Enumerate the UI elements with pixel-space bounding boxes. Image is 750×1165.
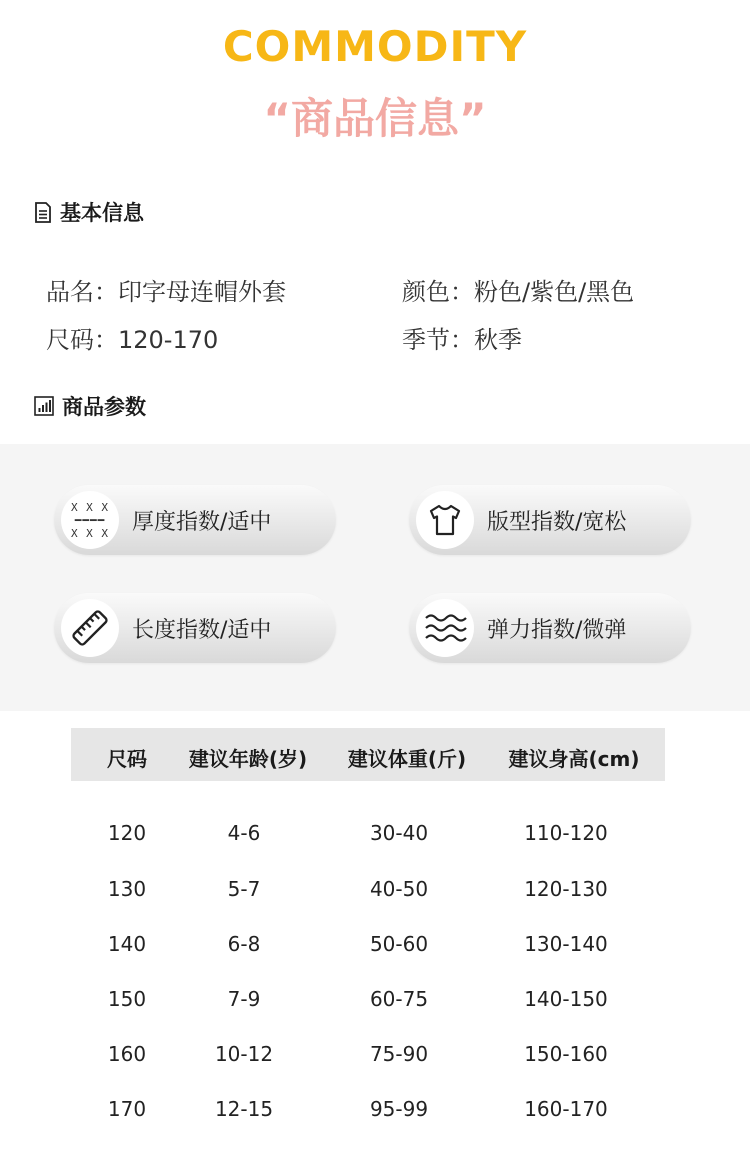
basic-info-heading-label: 基本信息: [60, 201, 144, 225]
cell-weight: 75-90: [369, 1042, 429, 1066]
param-thickness-label: 厚度指数/适中: [132, 509, 272, 535]
cell-weight: 50-60: [369, 932, 429, 956]
params-heading: [34, 391, 146, 421]
param-length: [54, 593, 336, 663]
info-season: 季节：秋季: [402, 326, 522, 354]
cell-height: 110-120: [524, 821, 608, 845]
wave-icon: [416, 599, 474, 657]
cell-height: 120-130: [524, 877, 608, 901]
param-elasticity-label: 弹力指数/微弹: [487, 617, 627, 643]
header-height: 建议身高(cm): [508, 747, 640, 771]
cell-size: 170: [107, 1097, 147, 1121]
info-color: 颜色：粉色/紫色/黑色: [402, 278, 635, 306]
cell-weight: 95-99: [369, 1097, 429, 1121]
cell-weight: 60-75: [369, 987, 429, 1011]
cell-size: 160: [107, 1042, 147, 1066]
header-size: 尺码: [107, 747, 147, 771]
cell-age: 10-12: [214, 1042, 274, 1066]
param-elasticity: [409, 593, 691, 663]
cell-height: 130-140: [524, 932, 608, 956]
product-info-title: “商品信息”: [263, 94, 487, 143]
chart-icon: [34, 396, 54, 416]
thickness-icon: X X X ━━━━ X X X: [61, 491, 119, 549]
cell-height: 140-150: [524, 987, 608, 1011]
info-size: 尺码：120-170: [46, 326, 219, 354]
cell-size: 120: [107, 821, 147, 845]
ruler-icon: [61, 599, 119, 657]
cell-size: 150: [107, 987, 147, 1011]
basic-info-heading: [34, 197, 144, 227]
header-weight: 建议体重(斤): [347, 747, 467, 771]
header-age: 建议年龄(岁): [188, 747, 308, 771]
cell-age: 7-9: [227, 987, 261, 1011]
size-table-header: [71, 728, 665, 781]
param-thickness: [54, 485, 336, 555]
cell-size: 130: [107, 877, 147, 901]
cell-weight: 40-50: [369, 877, 429, 901]
params-panel: [0, 444, 750, 711]
param-fit: [409, 485, 691, 555]
cell-weight: 30-40: [369, 821, 429, 845]
cell-size: 140: [107, 932, 147, 956]
param-fit-label: 版型指数/宽松: [487, 509, 627, 535]
commodity-title: COMMODITY: [222, 22, 528, 71]
params-heading-label: 商品参数: [62, 395, 146, 419]
param-length-label: 长度指数/适中: [132, 617, 272, 643]
info-product-name: 品名：印字母连帽外套: [46, 278, 286, 306]
document-icon: [34, 202, 52, 223]
cell-age: 6-8: [227, 932, 261, 956]
cell-age: 12-15: [214, 1097, 274, 1121]
cell-age: 4-6: [227, 821, 261, 845]
cell-age: 5-7: [227, 877, 261, 901]
tshirt-icon: [416, 491, 474, 549]
cell-height: 150-160: [524, 1042, 608, 1066]
cell-height: 160-170: [524, 1097, 608, 1121]
